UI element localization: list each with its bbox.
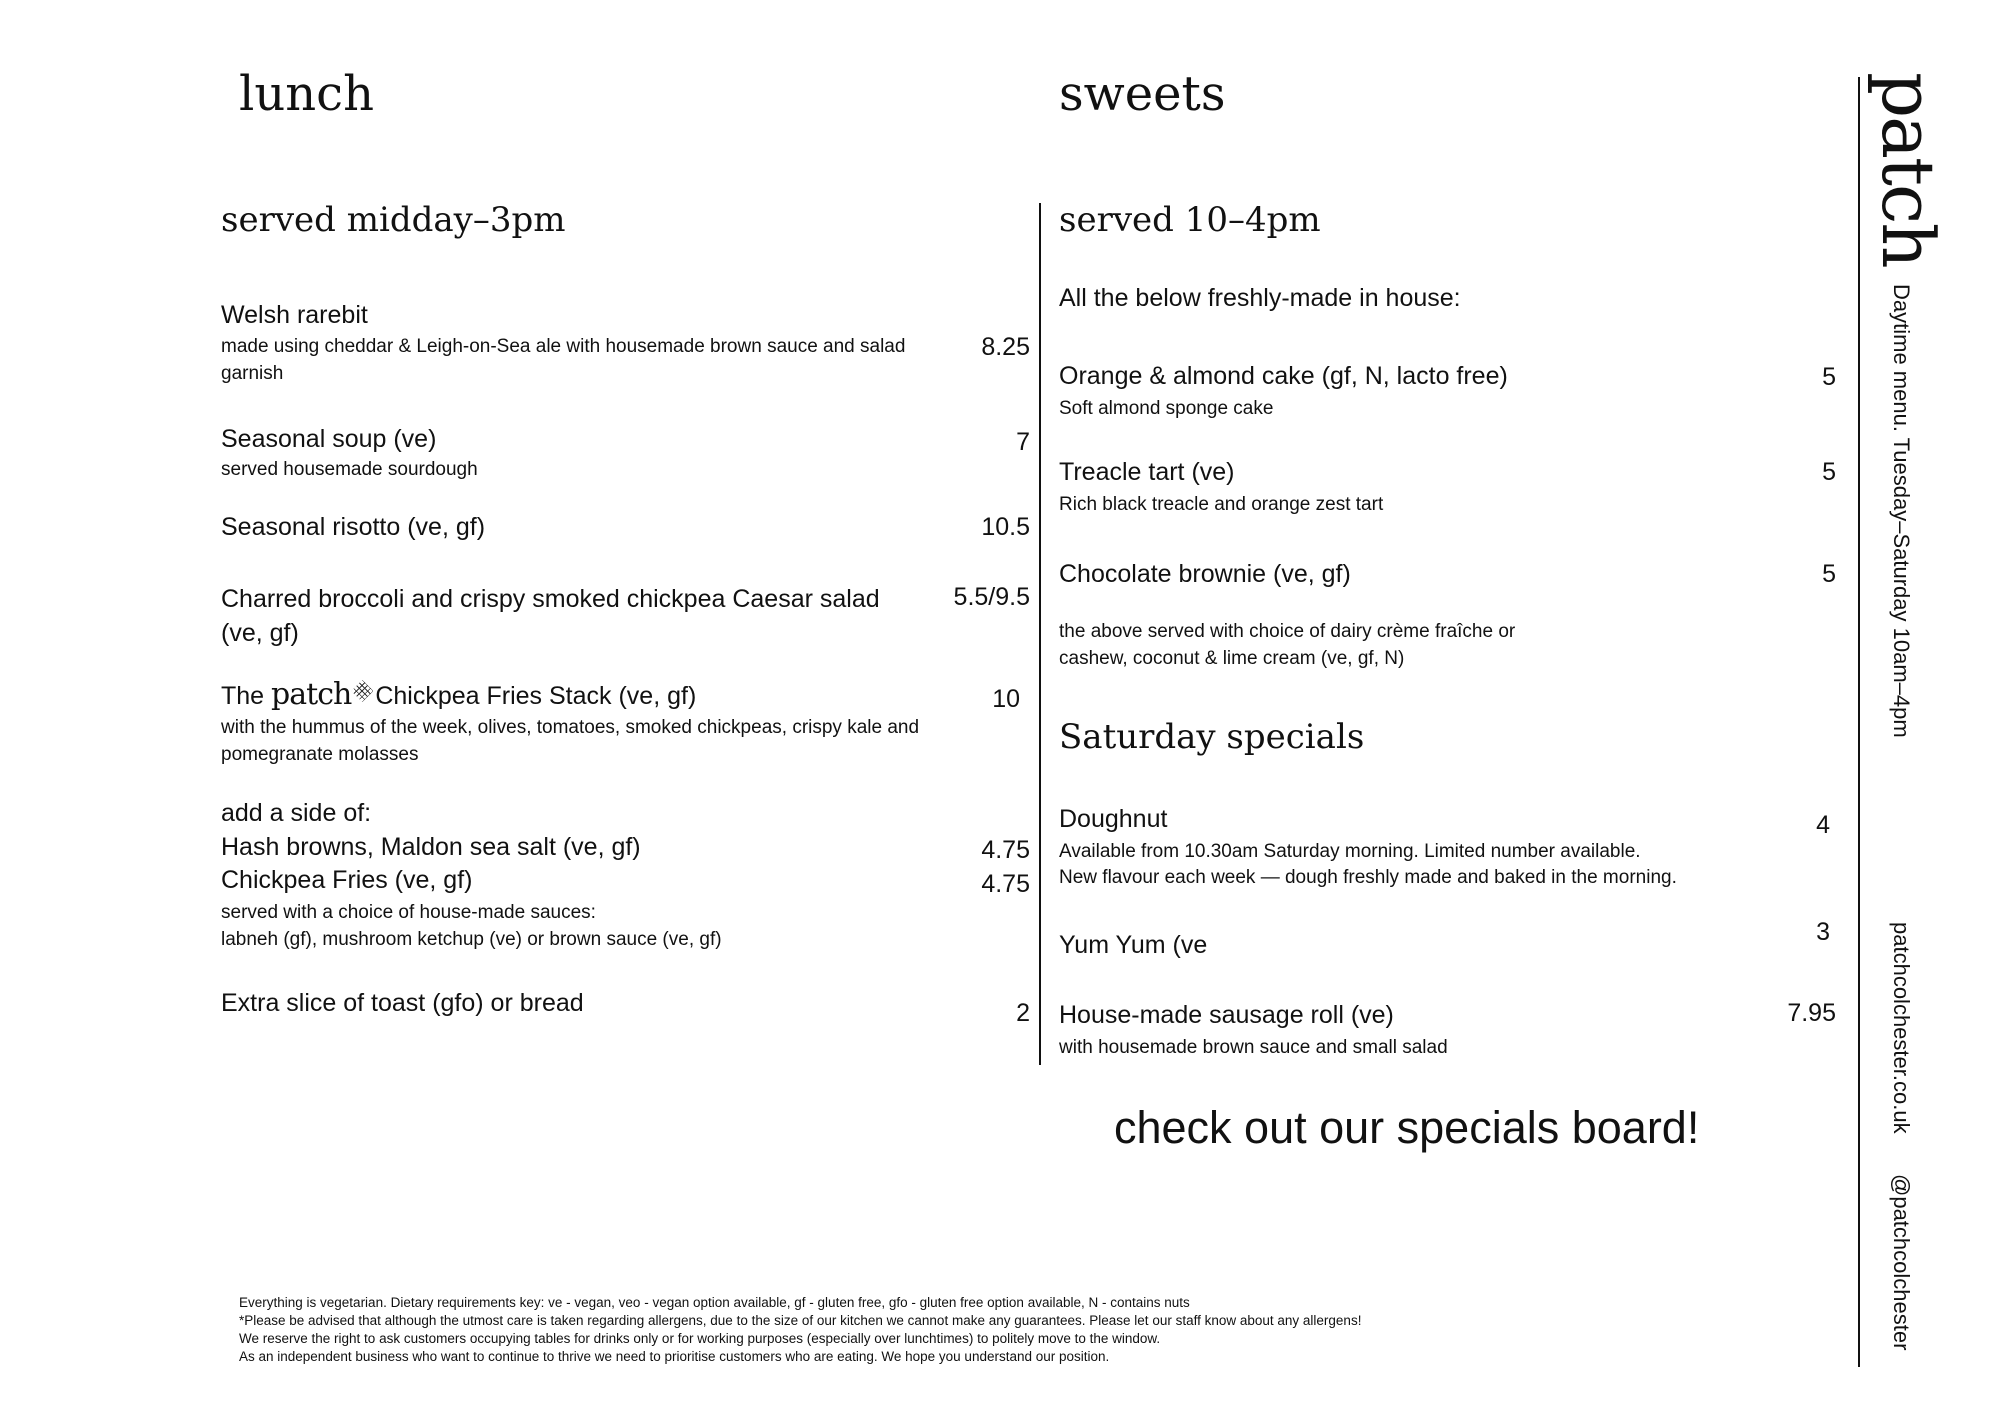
- footer-line: Everything is vegetarian. Dietary requirements key: ve - vegan, veo - vegan option available, gf - gluten free, gfo - gluten free option available, N - contains nuts: [239, 1295, 1190, 1310]
- patch-logo: patch: [1866, 72, 1950, 267]
- item-price: 5: [1822, 363, 1836, 391]
- item-price: 8.25: [981, 333, 1030, 361]
- item-name: Seasonal soup (ve): [221, 425, 437, 453]
- item-description: made using cheddar & Leigh-on-Sea ale with housemade brown sauce and salad garnish: [221, 336, 906, 384]
- specials-board-callout: check out our specials board!: [1114, 1102, 1700, 1153]
- item-description: with the hummus of the week, olives, tomatoes, smoked chickpeas, crispy kale and pomegranate molasses: [221, 717, 920, 765]
- item-price: 4: [1816, 811, 1830, 839]
- sweets-intro: All the below freshly-made in house:: [1059, 284, 1461, 312]
- item-name-suffix: Chickpea Fries Stack (ve, gf): [375, 682, 697, 710]
- side-price: 4.75: [981, 870, 1030, 898]
- footer-line: As an independent business who want to continue to thrive we need to prioritise customers who are eating. We hope you understand our position.: [239, 1349, 1110, 1364]
- item-description: Rich black treacle and orange zest tart: [1059, 494, 1384, 515]
- item-name: Chocolate brownie (ve, gf): [1059, 560, 1351, 588]
- crosshatch-icon: [351, 680, 373, 702]
- sidebar-divider: [1858, 77, 1860, 1367]
- social-handle[interactable]: @patchcolchester: [1889, 1174, 1914, 1351]
- item-price: 3: [1816, 918, 1830, 946]
- sides-note: labneh (gf), mushroom ketchup (ve) or brown sauce (ve, gf): [221, 929, 722, 950]
- patch-logo-inline: patch: [271, 677, 352, 712]
- opening-hours: Daytime menu. Tuesday–Saturday 10am–4pm: [1889, 284, 1914, 738]
- side-name: Hash browns, Maldon sea salt (ve, gf): [221, 833, 641, 861]
- item-price: 7: [1016, 428, 1030, 456]
- footer-line: We reserve the right to ask customers occupying tables for drinks only or for working purposes (especially over lunchtimes) to politely move to the window.: [239, 1331, 1161, 1346]
- item-name: Welsh rarebit: [221, 301, 368, 329]
- sweets-note: the above served with choice of dairy crème fraîche or cashew, coconut & lime cream (ve, gf, N): [1059, 621, 1516, 669]
- item-price: 5: [1822, 560, 1836, 588]
- item-price: 7.95: [1787, 999, 1836, 1027]
- item-description: with housemade brown sauce and small salad: [1059, 1037, 1448, 1058]
- item-name: Charred broccoli and crispy smoked chickpea Caesar salad (ve, gf): [221, 585, 880, 647]
- side-price: 4.75: [981, 836, 1030, 864]
- side-name: Chickpea Fries (ve, gf): [221, 866, 473, 894]
- item-price: 5.5/9.5: [953, 583, 1030, 611]
- item-name: Yum Yum (ve: [1059, 931, 1208, 959]
- lunch-heading: lunch: [239, 66, 374, 122]
- sides-heading: add a side of:: [221, 799, 372, 827]
- column-divider: [1039, 203, 1041, 1065]
- item-name: House-made sausage roll (ve): [1059, 1001, 1394, 1029]
- website-link[interactable]: patchcolchester.co.uk: [1889, 922, 1914, 1134]
- item-name-prefix: The: [221, 682, 265, 710]
- item-description: served housemade sourdough: [221, 459, 478, 480]
- item-name: Doughnut: [1059, 805, 1168, 833]
- footer-line: *Please be advised that although the utmost care is taken regarding allergens, due to the size of our kitchen we cannot make any guarantees. Please let our staff know about any allergens!: [239, 1313, 1362, 1328]
- item-price: 10: [992, 685, 1020, 713]
- item-price: 5: [1822, 458, 1836, 486]
- item-name: Seasonal risotto (ve, gf): [221, 513, 486, 541]
- item-name: Treacle tart (ve): [1059, 458, 1235, 486]
- item-price: 2: [1016, 999, 1030, 1027]
- item-name: Orange & almond cake (gf, N, lacto free): [1059, 362, 1508, 390]
- item-description: Available from 10.30am Saturday morning. Limited number available.: [1059, 841, 1641, 862]
- saturday-heading: Saturday specials: [1059, 717, 1365, 757]
- sides-note: served with a choice of house-made sauces:: [221, 902, 596, 923]
- item-description: Soft almond sponge cake: [1059, 398, 1274, 419]
- sweets-heading: sweets: [1059, 66, 1226, 122]
- item-description: New flavour each week — dough freshly made and baked in the morning.: [1059, 867, 1677, 888]
- item-price: 10.5: [981, 513, 1030, 541]
- item-name: [221, 677, 697, 712]
- sweets-served-time: served 10–4pm: [1059, 200, 1321, 240]
- lunch-served-time: served midday–3pm: [221, 200, 566, 240]
- item-name: Extra slice of toast (gfo) or bread: [221, 989, 584, 1017]
